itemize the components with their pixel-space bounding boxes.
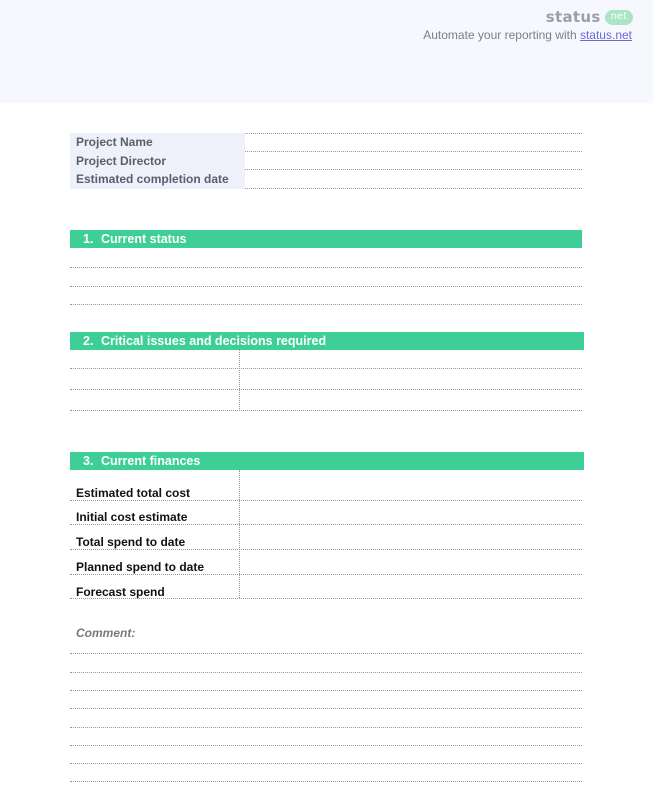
project-director-label: Project Director	[70, 152, 245, 171]
brand-logo	[546, 8, 633, 26]
comment-line[interactable]	[70, 745, 582, 746]
status-line[interactable]	[70, 304, 582, 305]
issues-column-divider	[239, 348, 240, 411]
comment-line[interactable]	[70, 653, 582, 654]
comment-line[interactable]	[70, 727, 582, 728]
project-name-row	[70, 133, 582, 152]
section-current-status	[70, 230, 582, 248]
comment-line[interactable]	[70, 763, 582, 764]
section-current-finances	[70, 452, 584, 470]
total-spend-label: Total spend to date	[76, 535, 186, 549]
section-number: 3.	[83, 454, 94, 468]
forecast-spend-label: Forecast spend	[76, 585, 165, 599]
completion-date-label: Estimated completion date	[70, 170, 245, 189]
project-director-row	[70, 152, 582, 171]
section-title: Critical issues and decisions required	[101, 334, 327, 348]
finance-row-line[interactable]	[70, 500, 582, 501]
section-title: Current status	[101, 232, 187, 246]
estimated-total-cost-label: Estimated total cost	[76, 486, 191, 500]
project-info-table	[70, 133, 582, 189]
tagline-link[interactable]: status.net	[579, 28, 632, 42]
finance-row-line[interactable]	[70, 574, 582, 575]
issues-row-line[interactable]	[70, 368, 582, 369]
project-director-field[interactable]	[245, 152, 582, 171]
section-number: 1.	[83, 232, 94, 246]
completion-date-field[interactable]	[245, 170, 582, 189]
completion-date-row	[70, 170, 582, 189]
comment-line[interactable]	[70, 781, 582, 782]
status-line[interactable]	[70, 267, 582, 268]
issues-row-line[interactable]	[70, 410, 582, 411]
planned-spend-label: Planned spend to date	[76, 560, 205, 574]
comment-label: Comment:	[76, 626, 136, 640]
section-number: 2.	[83, 334, 94, 348]
page-header	[0, 0, 653, 103]
project-name-label: Project Name	[70, 133, 245, 152]
brand-word: status	[545, 8, 601, 26]
initial-cost-estimate-label: Initial cost estimate	[76, 510, 188, 524]
section-critical-issues	[70, 332, 584, 350]
status-line[interactable]	[70, 286, 582, 287]
project-name-field[interactable]	[245, 133, 582, 152]
tagline	[423, 28, 632, 42]
finance-row-line[interactable]	[70, 524, 582, 525]
comment-line[interactable]	[70, 690, 582, 691]
comment-line[interactable]	[70, 708, 582, 709]
finance-row-line[interactable]	[70, 549, 582, 550]
tagline-text: Automate your reporting with	[423, 28, 580, 42]
comment-line[interactable]	[70, 672, 582, 673]
finance-row-line[interactable]	[70, 598, 582, 599]
brand-badge: net	[605, 10, 633, 25]
issues-row-line[interactable]	[70, 389, 582, 390]
finances-column-divider	[239, 470, 240, 598]
section-title: Current finances	[101, 454, 201, 468]
